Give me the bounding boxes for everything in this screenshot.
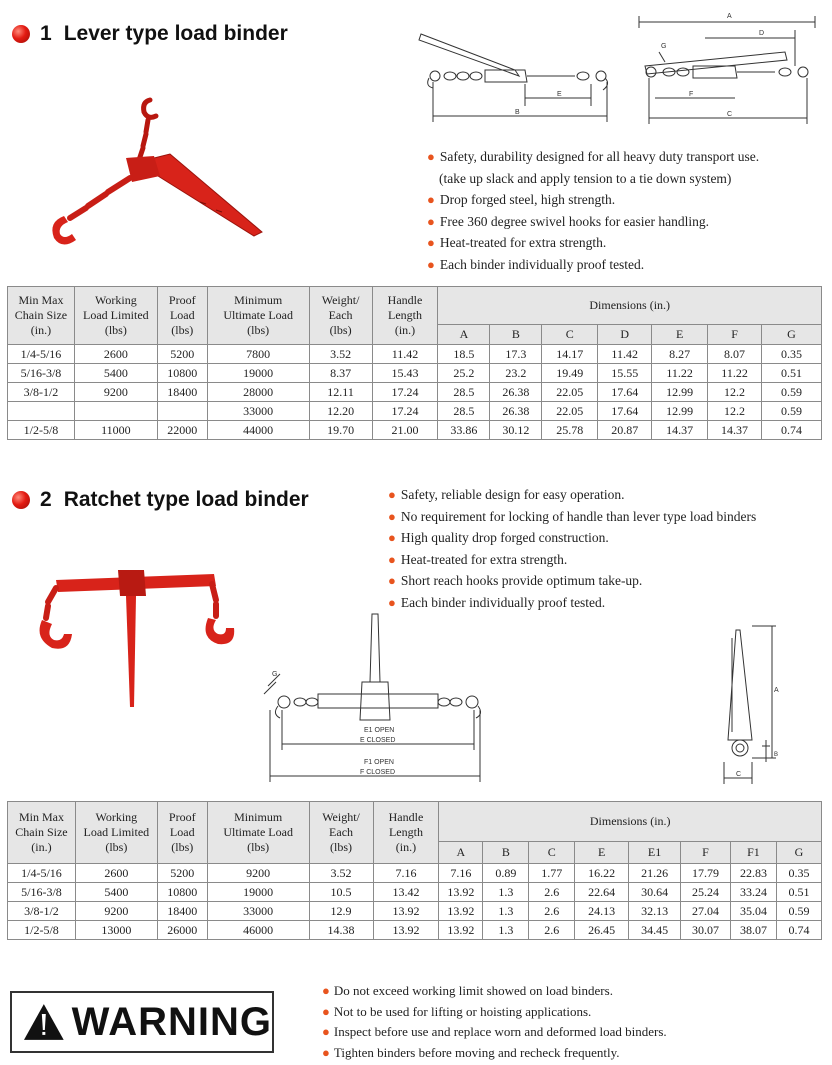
table-cell: 38.07 xyxy=(730,921,776,940)
table-cell: 12.2 xyxy=(708,383,762,402)
col-header-weight: Weight/ Each (lbs) xyxy=(309,287,372,345)
table-cell: 26.45 xyxy=(575,921,629,940)
table-cell: 17.24 xyxy=(372,402,438,421)
dim-label-e1: E1 OPEN xyxy=(364,727,395,734)
table-row xyxy=(8,364,822,383)
col-header-proof-load: Proof Load (lbs) xyxy=(157,287,207,345)
table-cell: 16.22 xyxy=(575,864,629,883)
dim-label-f: F CLOSED xyxy=(360,769,396,776)
table-cell: 30.07 xyxy=(681,921,731,940)
table-cell: 26000 xyxy=(157,921,207,940)
list-item: ● Safety, reliable design for easy operation. xyxy=(388,484,756,506)
table-cell: 1/2-5/8 xyxy=(8,921,76,940)
table-cell: 5200 xyxy=(157,345,207,364)
table-cell: 25.24 xyxy=(681,883,731,902)
table-cell: 7800 xyxy=(207,345,309,364)
table-cell: 3/8-1/2 xyxy=(8,383,75,402)
bullet-icon: ● xyxy=(427,192,435,207)
table-cell: 11.42 xyxy=(598,345,652,364)
list-item: ● Do not exceed working limit showed on load binders. xyxy=(322,983,613,998)
table-cell: 19000 xyxy=(207,883,309,902)
list-item: ● Tighten binders before moving and recheck frequently. xyxy=(322,1044,620,1060)
table-cell: 19.70 xyxy=(309,421,372,440)
bullet-icon: ● xyxy=(322,1003,330,1019)
table-cell: 21.00 xyxy=(372,421,438,440)
table-cell: 27.04 xyxy=(681,902,731,921)
col-header-dim: F xyxy=(708,325,762,345)
col-header-dim: B xyxy=(490,325,542,345)
col-header-dim: F xyxy=(681,842,731,864)
table-cell: 32.13 xyxy=(629,902,681,921)
lever-title: Lever type load binder xyxy=(63,22,288,45)
col-header-ultimate-load: Minimum Ultimate Load (lbs) xyxy=(207,802,309,864)
table-cell: 28.5 xyxy=(438,383,490,402)
red-bullet-icon xyxy=(12,491,30,509)
lever-spec-table xyxy=(7,286,822,440)
col-header-working-load: Working Load Limited (lbs) xyxy=(75,802,157,864)
table-cell: 5400 xyxy=(74,364,157,383)
table-cell: 14.17 xyxy=(542,345,598,364)
table-cell: 13.92 xyxy=(373,902,439,921)
col-header-dim: F1 xyxy=(730,842,776,864)
table-cell: 1.3 xyxy=(483,902,529,921)
table-cell: 0.51 xyxy=(762,364,822,383)
table-cell: 24.13 xyxy=(575,902,629,921)
table-cell: 13000 xyxy=(75,921,157,940)
table-cell: 0.59 xyxy=(776,902,821,921)
table-cell: 3/8-1/2 xyxy=(8,902,76,921)
dim-label-f1: F1 OPEN xyxy=(364,759,394,766)
list-item: ● Drop forged steel, high strength. xyxy=(427,189,759,211)
table-cell: 5400 xyxy=(75,883,157,902)
table-cell: 1.3 xyxy=(483,883,529,902)
table-cell: 11.22 xyxy=(708,364,762,383)
col-header-weight: Weight/ Each (lbs) xyxy=(309,802,373,864)
list-item: ● Short reach hooks provide optimum take-up. xyxy=(388,570,756,592)
table-cell: 13.92 xyxy=(439,921,483,940)
table-cell: 18.5 xyxy=(438,345,490,364)
lever-section-number: 1 xyxy=(40,22,52,45)
table-cell: 33000 xyxy=(207,902,309,921)
table-cell: 21.26 xyxy=(629,864,681,883)
bullet-icon: ● xyxy=(388,508,396,524)
col-header-chain-size: Min Max Chain Size (in.) xyxy=(8,287,75,345)
dim-label-e: E CLOSED xyxy=(360,737,396,744)
list-item: (take up slack and apply tension to a tie down system) xyxy=(439,170,732,186)
col-header-dim: A xyxy=(439,842,483,864)
table-cell: 1.3 xyxy=(483,921,529,940)
table-cell: 18400 xyxy=(157,383,207,402)
bullet-icon: ● xyxy=(427,213,435,229)
table-cell: 8.27 xyxy=(652,345,708,364)
table-cell: 2600 xyxy=(75,864,157,883)
col-header-dim: E xyxy=(652,325,708,345)
dim-label-a: A xyxy=(774,687,779,694)
table-cell: 33.86 xyxy=(438,421,490,440)
table-cell: 5/16-3/8 xyxy=(8,364,75,383)
dim-label-b: B xyxy=(515,109,520,116)
table-cell: 26.38 xyxy=(490,383,542,402)
list-item: ● Inspect before use and replace worn and deformed load binders. xyxy=(322,1024,667,1039)
table-cell: 33.24 xyxy=(730,883,776,902)
table-cell: 13.42 xyxy=(373,883,439,902)
list-item: ● High quality drop forged construction. xyxy=(388,527,756,549)
table-cell: 2.6 xyxy=(529,883,575,902)
table-row xyxy=(8,902,822,921)
lever-feature-list xyxy=(427,146,759,275)
table-cell: 0.59 xyxy=(762,402,822,421)
table-cell: 44000 xyxy=(207,421,309,440)
table-cell: 10800 xyxy=(157,364,207,383)
table-cell: 8.37 xyxy=(309,364,372,383)
col-header-dim: G xyxy=(762,325,822,345)
table-cell: 10800 xyxy=(157,883,207,902)
dim-label-c: C xyxy=(736,771,742,778)
table-cell: 17.24 xyxy=(372,383,438,402)
table-cell: 8.07 xyxy=(708,345,762,364)
table-cell: 26.38 xyxy=(490,402,542,421)
dim-label-g: G xyxy=(272,671,278,678)
ratchet-section-title xyxy=(12,488,309,512)
table-cell: 17.3 xyxy=(490,345,542,364)
table-cell: 0.35 xyxy=(762,345,822,364)
ratchet-feature-list xyxy=(388,484,756,613)
list-item: ● Heat-treated for extra strength. xyxy=(388,549,756,571)
col-header-dim: A xyxy=(438,325,490,345)
table-cell: 17.79 xyxy=(681,864,731,883)
table-cell: 11.22 xyxy=(652,364,708,383)
table-cell: 14.37 xyxy=(652,421,708,440)
lever-section-title xyxy=(12,22,288,46)
table-row xyxy=(8,883,822,902)
warning-sign xyxy=(10,991,274,1053)
table-cell: 19.49 xyxy=(542,364,598,383)
table-cell: 3.52 xyxy=(309,345,372,364)
ratchet-diagram-handle xyxy=(718,622,788,788)
bullet-icon: ● xyxy=(427,256,435,272)
table-cell: 14.37 xyxy=(708,421,762,440)
table-cell: 25.2 xyxy=(438,364,490,383)
dim-label-a: A xyxy=(727,13,732,20)
table-cell: 0.89 xyxy=(483,864,529,883)
col-header-handle-length: Handle Length (in.) xyxy=(373,802,439,864)
table-cell: 28.5 xyxy=(438,402,490,421)
table-cell: 10.5 xyxy=(309,883,373,902)
table-cell: 33000 xyxy=(207,402,309,421)
table-cell: 17.64 xyxy=(598,383,652,402)
table-cell: 15.43 xyxy=(372,364,438,383)
col-header-dimensions: Dimensions (in.) xyxy=(438,287,822,325)
table-cell: 17.64 xyxy=(598,402,652,421)
col-header-dimensions: Dimensions (in.) xyxy=(439,802,822,842)
table-cell: 1/4-5/16 xyxy=(8,345,75,364)
table-cell: 11.42 xyxy=(372,345,438,364)
dim-label-c: C xyxy=(727,111,733,118)
table-cell: 9200 xyxy=(207,864,309,883)
dim-label-d: D xyxy=(759,30,765,37)
table-cell xyxy=(74,402,157,421)
table-cell: 0.74 xyxy=(762,421,822,440)
table-cell: 18400 xyxy=(157,902,207,921)
ratchet-spec-table xyxy=(7,801,822,940)
table-cell xyxy=(8,402,75,421)
bullet-icon: ● xyxy=(388,594,396,610)
bullet-icon: ● xyxy=(322,983,330,998)
list-item: ● Each binder individually proof tested. xyxy=(388,592,756,614)
lever-diagram-closed xyxy=(635,8,825,126)
red-bullet-icon xyxy=(12,25,30,43)
table-cell: 22.83 xyxy=(730,864,776,883)
table-row xyxy=(8,402,822,421)
table-cell: 12.9 xyxy=(309,902,373,921)
table-cell: 0.35 xyxy=(776,864,821,883)
bullet-icon: ● xyxy=(322,1024,330,1039)
warning-list xyxy=(322,981,667,1063)
table-cell xyxy=(157,402,207,421)
table-cell: 22.05 xyxy=(542,383,598,402)
list-item: ● Heat-treated for extra strength. xyxy=(427,232,759,254)
dim-label-b: B xyxy=(774,752,779,758)
ratchet-diagram-front xyxy=(258,610,498,785)
table-cell: 15.55 xyxy=(598,364,652,383)
dim-label-f: F xyxy=(689,91,694,98)
table-row xyxy=(8,345,822,364)
table-cell: 0.59 xyxy=(762,383,822,402)
table-cell: 2600 xyxy=(74,345,157,364)
lever-diagram-open xyxy=(415,18,620,126)
list-item: ● Safety, durability designed for all heavy duty transport use. xyxy=(427,146,759,168)
bullet-icon: ● xyxy=(427,149,435,164)
table-cell: 3.52 xyxy=(309,864,373,883)
table-row xyxy=(8,421,822,440)
dim-label-e: E xyxy=(557,91,562,98)
bullet-icon: ● xyxy=(322,1044,330,1060)
table-cell: 12.99 xyxy=(652,383,708,402)
bullet-icon: ● xyxy=(388,530,396,545)
table-cell: 22.05 xyxy=(542,402,598,421)
bullet-icon: ● xyxy=(427,235,435,250)
lever-binder-photo xyxy=(30,92,270,252)
table-cell: 22000 xyxy=(157,421,207,440)
table-cell: 20.87 xyxy=(598,421,652,440)
table-cell: 0.74 xyxy=(776,921,821,940)
col-header-working-load: Working Load Limited (lbs) xyxy=(74,287,157,345)
table-cell: 1/4-5/16 xyxy=(8,864,76,883)
col-header-dim: D xyxy=(598,325,652,345)
col-header-dim: E1 xyxy=(629,842,681,864)
table-cell: 13.92 xyxy=(439,883,483,902)
table-cell: 28000 xyxy=(207,383,309,402)
col-header-dim: C xyxy=(529,842,575,864)
table-cell: 11000 xyxy=(74,421,157,440)
table-cell: 1/2-5/8 xyxy=(8,421,75,440)
table-cell: 5/16-3/8 xyxy=(8,883,76,902)
dim-label-g: G xyxy=(661,43,667,50)
table-cell: 46000 xyxy=(207,921,309,940)
table-cell: 25.78 xyxy=(542,421,598,440)
ratchet-title: Ratchet type load binder xyxy=(63,488,309,511)
list-item: ● No requirement for locking of handle than lever type load binders xyxy=(388,506,756,528)
list-item: ● Free 360 degree swivel hooks for easier handling. xyxy=(427,211,759,233)
table-cell: 12.2 xyxy=(708,402,762,421)
bullet-icon: ● xyxy=(388,487,396,502)
table-row xyxy=(8,864,822,883)
col-header-dim: E xyxy=(575,842,629,864)
table-cell: 13.92 xyxy=(373,921,439,940)
table-cell: 7.16 xyxy=(373,864,439,883)
table-cell: 5200 xyxy=(157,864,207,883)
table-cell: 1.77 xyxy=(529,864,575,883)
table-cell: 2.6 xyxy=(529,902,575,921)
table-cell: 35.04 xyxy=(730,902,776,921)
col-header-chain-size: Min Max Chain Size (in.) xyxy=(8,802,76,864)
table-cell: 23.2 xyxy=(490,364,542,383)
table-cell: 0.51 xyxy=(776,883,821,902)
table-cell: 12.11 xyxy=(309,383,372,402)
table-cell: 19000 xyxy=(207,364,309,383)
col-header-ultimate-load: Minimum Ultimate Load (lbs) xyxy=(207,287,309,345)
col-header-dim: G xyxy=(776,842,821,864)
table-cell: 14.38 xyxy=(309,921,373,940)
col-header-proof-load: Proof Load (lbs) xyxy=(157,802,207,864)
ratchet-binder-photo xyxy=(36,562,236,712)
table-cell: 7.16 xyxy=(439,864,483,883)
bullet-icon: ● xyxy=(388,551,396,567)
col-header-handle-length: Handle Length (in.) xyxy=(372,287,438,345)
table-cell: 2.6 xyxy=(529,921,575,940)
bullet-icon: ● xyxy=(388,573,396,588)
warning-label: WARNING xyxy=(71,999,272,1044)
list-item: ● Each binder individually proof tested. xyxy=(427,254,759,276)
table-cell: 9200 xyxy=(74,383,157,402)
table-cell: 12.20 xyxy=(309,402,372,421)
table-cell: 30.12 xyxy=(490,421,542,440)
ratchet-section-number: 2 xyxy=(40,488,52,511)
table-row xyxy=(8,921,822,940)
table-cell: 12.99 xyxy=(652,402,708,421)
table-cell: 34.45 xyxy=(629,921,681,940)
warning-triangle-icon xyxy=(22,1002,66,1042)
col-header-dim: C xyxy=(542,325,598,345)
col-header-dim: B xyxy=(483,842,529,864)
table-cell: 22.64 xyxy=(575,883,629,902)
table-cell: 9200 xyxy=(75,902,157,921)
table-cell: 13.92 xyxy=(439,902,483,921)
list-item: ● Not to be used for lifting or hoisting applications. xyxy=(322,1003,592,1019)
table-cell: 30.64 xyxy=(629,883,681,902)
table-row xyxy=(8,383,822,402)
